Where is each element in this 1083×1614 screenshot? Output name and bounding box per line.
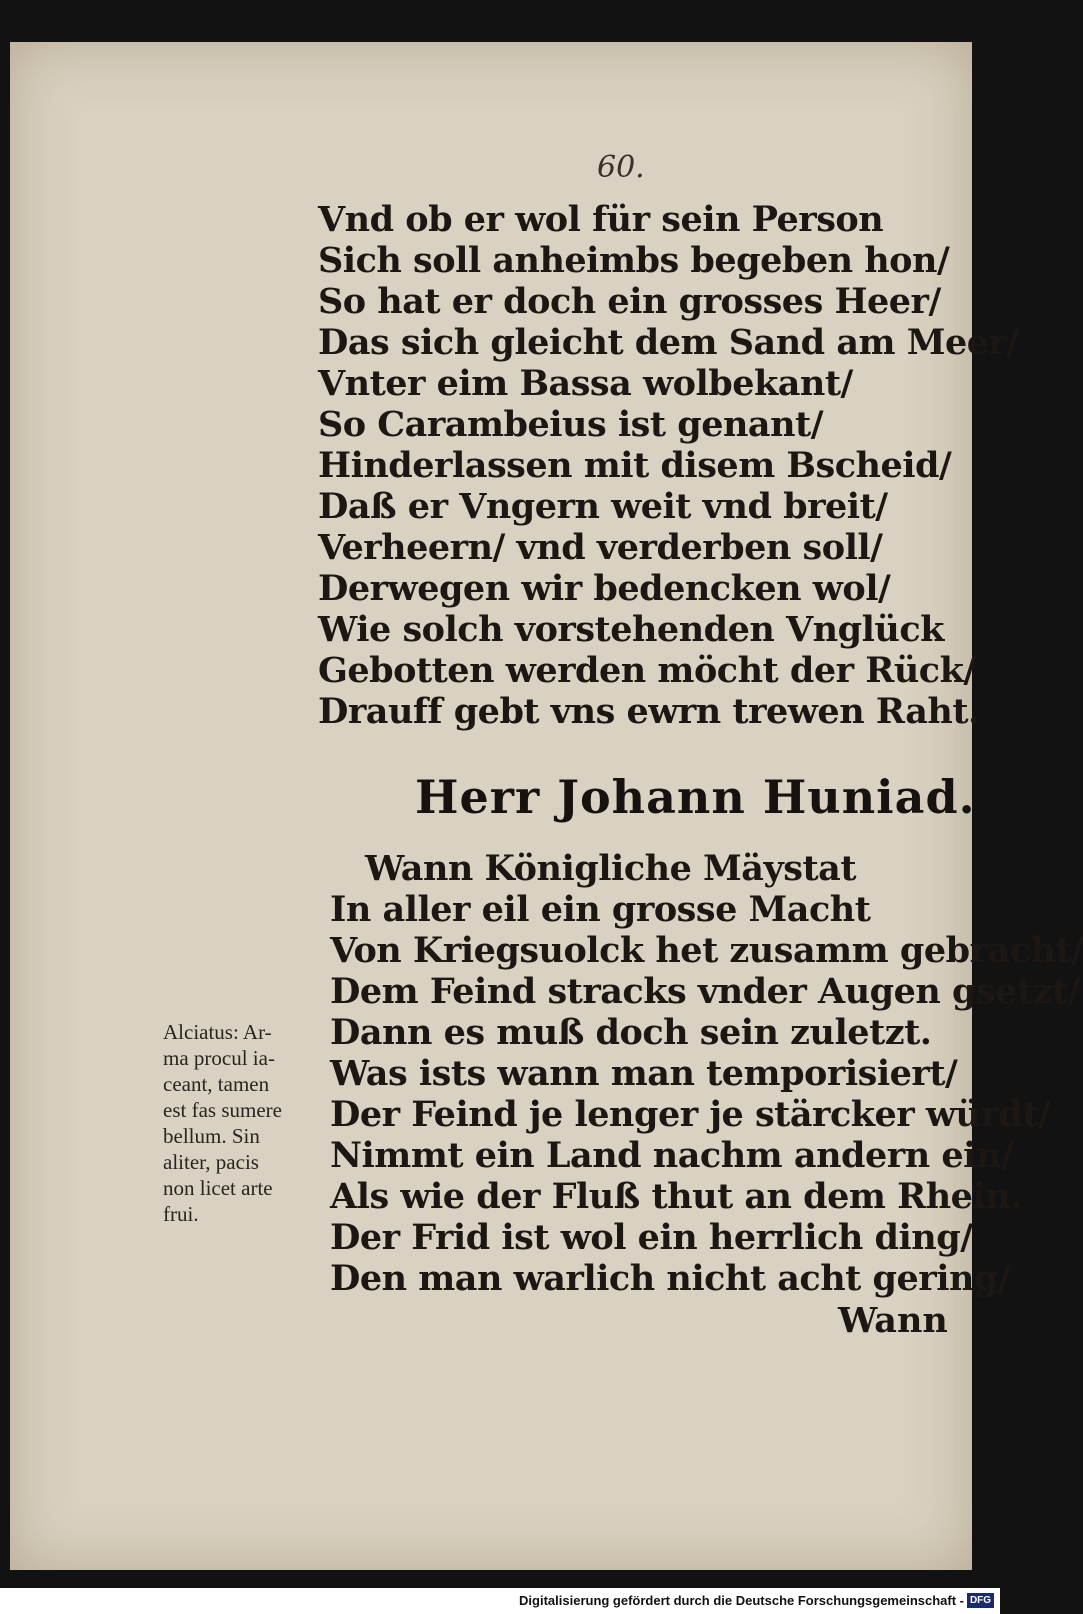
verse-line: So hat er doch ein grosses Heer/ xyxy=(318,281,941,322)
margin-note-line: non licet arte xyxy=(163,1176,273,1200)
verse-line: Was ists wann man temporisiert/ xyxy=(330,1053,958,1094)
verse-line: So Carambeius ist genant/ xyxy=(318,404,823,445)
verse-line: Das sich gleicht dem Sand am Meer/ xyxy=(318,322,1019,363)
verse-line: Hinderlassen mit disem Bscheid/ xyxy=(318,445,952,486)
verse-line: Der Frid ist wol ein herrlich ding/ xyxy=(330,1217,973,1258)
verse-line: Als wie der Fluß thut an dem Rhein. xyxy=(330,1176,1022,1217)
margin-note-line: frui. xyxy=(163,1202,199,1226)
verse-line: Verheern/ vnd verderben soll/ xyxy=(318,527,883,568)
margin-note-line: aliter, pacis xyxy=(163,1150,259,1174)
margin-note-line: Alciatus: Ar- xyxy=(163,1020,272,1044)
margin-note-line: ma procul ia- xyxy=(163,1046,275,1070)
verse-line: Nimmt ein Land nachm andern ein/ xyxy=(330,1135,1014,1176)
margin-note-line: ceant, tamen xyxy=(163,1072,270,1096)
speaker-heading: Herr Johann Huniad. xyxy=(415,770,976,824)
verse-line: Sich soll anheimbs begeben hon/ xyxy=(318,240,950,281)
verse-line: Gebotten werden möcht der Rück/ xyxy=(318,650,976,691)
verse-line: Von Kriegsuolck het zusamm gebracht/ xyxy=(330,930,1083,971)
verse-line: Derwegen wir bedencken wol/ xyxy=(318,568,891,609)
verse-line: In aller eil ein grosse Macht xyxy=(330,889,871,930)
verse-line: Drauff gebt vns ewrn trewen Raht. xyxy=(318,691,980,732)
margin-note-line: est fas sumere xyxy=(163,1098,282,1122)
digitization-footer xyxy=(0,1588,1000,1614)
catchword: Wann xyxy=(838,1300,948,1341)
funding-credit: Digitalisierung gefördert durch die Deutsche Forschungsgemeinschaft - xyxy=(519,1593,964,1608)
page-number: 60. xyxy=(597,150,645,185)
margin-note-line: bellum. Sin xyxy=(163,1124,260,1148)
verse-line: Vnter eim Bassa wolbekant/ xyxy=(318,363,853,404)
verse-line: Dann es muß doch sein zuletzt. xyxy=(330,1012,932,1053)
verse-line: Daß er Vngern weit vnd breit/ xyxy=(318,486,888,527)
verse-line: Der Feind je lenger je stärcker würdt/ xyxy=(330,1094,1051,1135)
dfg-logo-icon: DFG xyxy=(967,1593,994,1608)
verse-line: Wie solch vorstehenden Vnglück xyxy=(318,609,944,650)
verse-line: Dem Feind stracks vnder Augen gsetzt/ xyxy=(330,971,1080,1012)
verse-line: Den man warlich nicht acht gering/ xyxy=(330,1258,1011,1299)
verse-line: Vnd ob er wol für sein Person xyxy=(318,199,884,240)
verse-line: Wann Königliche Mäystat xyxy=(365,848,857,889)
